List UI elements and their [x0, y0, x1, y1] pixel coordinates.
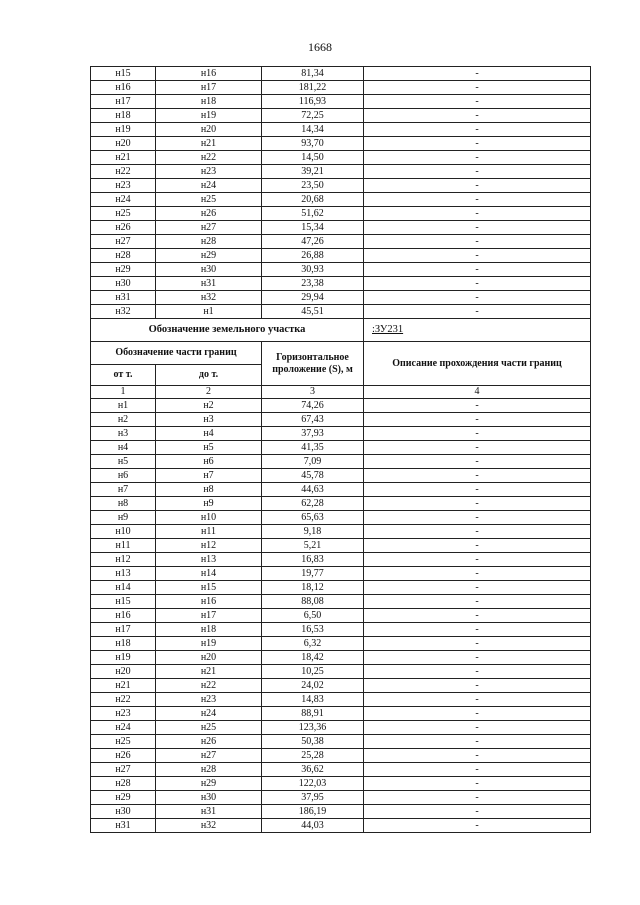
table-row — [91, 413, 591, 427]
header-num-4: 4 — [364, 386, 591, 399]
from-point-cell: н10 — [91, 525, 156, 539]
horizontal-distance-cell: 93,70 — [262, 137, 364, 151]
horizontal-distance-cell: 47,26 — [262, 235, 364, 249]
table-row — [91, 427, 591, 441]
horizontal-distance-cell: 15,34 — [262, 221, 364, 235]
horizontal-distance-cell: 88,08 — [262, 595, 364, 609]
boundary-description-cell: - — [364, 721, 591, 735]
horizontal-distance-cell: 37,95 — [262, 791, 364, 805]
to-point-cell: н30 — [156, 263, 262, 277]
horizontal-distance-cell: 23,38 — [262, 277, 364, 291]
boundary-description-cell: - — [364, 81, 591, 95]
horizontal-distance-cell: 6,50 — [262, 609, 364, 623]
to-point-cell: н23 — [156, 693, 262, 707]
boundary-description-cell: - — [364, 777, 591, 791]
from-point-cell: н29 — [91, 791, 156, 805]
to-point-cell: н7 — [156, 469, 262, 483]
table-row — [91, 511, 591, 525]
to-point-cell: н31 — [156, 805, 262, 819]
table-row — [91, 525, 591, 539]
table-row — [91, 207, 591, 221]
from-point-cell: н2 — [91, 413, 156, 427]
horizontal-distance-cell: 16,53 — [262, 623, 364, 637]
header-from: от т. — [91, 365, 156, 386]
to-point-cell: н17 — [156, 81, 262, 95]
boundary-description-cell: - — [364, 151, 591, 165]
from-point-cell: н19 — [91, 651, 156, 665]
table-row — [91, 581, 591, 595]
to-point-cell: н19 — [156, 637, 262, 651]
table-row — [91, 221, 591, 235]
plot-designation-row — [91, 319, 591, 342]
horizontal-distance-cell: 24,02 — [262, 679, 364, 693]
table-row — [91, 791, 591, 805]
table-row — [91, 151, 591, 165]
from-point-cell: н21 — [91, 151, 156, 165]
header-part-designation: Обозначение части границ — [91, 342, 262, 365]
to-point-cell: н26 — [156, 207, 262, 221]
horizontal-distance-cell: 30,93 — [262, 263, 364, 277]
horizontal-distance-cell: 186,19 — [262, 805, 364, 819]
boundary-description-cell: - — [364, 123, 591, 137]
horizontal-distance-cell: 116,93 — [262, 95, 364, 109]
table-row — [91, 497, 591, 511]
from-point-cell: н19 — [91, 123, 156, 137]
boundary-description-cell: - — [364, 427, 591, 441]
table-row — [91, 665, 591, 679]
from-point-cell: н27 — [91, 235, 156, 249]
table-row — [91, 679, 591, 693]
table-row — [91, 441, 591, 455]
table-row — [91, 165, 591, 179]
header-num-2: 2 — [156, 386, 262, 399]
table-bottom-body — [91, 399, 591, 833]
to-point-cell: н3 — [156, 413, 262, 427]
horizontal-distance-cell: 14,83 — [262, 693, 364, 707]
horizontal-distance-cell: 122,03 — [262, 777, 364, 791]
from-point-cell: н21 — [91, 679, 156, 693]
boundary-description-cell: - — [364, 399, 591, 413]
from-point-cell: н18 — [91, 637, 156, 651]
boundary-description-cell: - — [364, 567, 591, 581]
to-point-cell: н11 — [156, 525, 262, 539]
table-row — [91, 777, 591, 791]
table-row — [91, 483, 591, 497]
table-header-block — [91, 319, 591, 399]
from-point-cell: н22 — [91, 165, 156, 179]
horizontal-distance-cell: 72,25 — [262, 109, 364, 123]
from-point-cell: н20 — [91, 665, 156, 679]
from-point-cell: н6 — [91, 469, 156, 483]
to-point-cell: н18 — [156, 95, 262, 109]
plot-designation-value: :ЗУ231 — [364, 319, 591, 342]
from-point-cell: н9 — [91, 511, 156, 525]
to-point-cell: н18 — [156, 623, 262, 637]
boundary-description-cell: - — [364, 651, 591, 665]
from-point-cell: н12 — [91, 553, 156, 567]
to-point-cell: н20 — [156, 651, 262, 665]
to-point-cell: н16 — [156, 67, 262, 81]
to-point-cell: н15 — [156, 581, 262, 595]
boundary-table-wrapper — [90, 66, 590, 833]
to-point-cell: н24 — [156, 179, 262, 193]
to-point-cell: н21 — [156, 665, 262, 679]
from-point-cell: н25 — [91, 207, 156, 221]
boundary-description-cell: - — [364, 679, 591, 693]
from-point-cell: н1 — [91, 399, 156, 413]
table-row — [91, 553, 591, 567]
horizontal-distance-cell: 14,50 — [262, 151, 364, 165]
table-row — [91, 567, 591, 581]
to-point-cell: н24 — [156, 707, 262, 721]
boundary-description-cell: - — [364, 469, 591, 483]
horizontal-distance-cell: 65,63 — [262, 511, 364, 525]
table-row — [91, 693, 591, 707]
table-row — [91, 805, 591, 819]
horizontal-distance-cell: 123,36 — [262, 721, 364, 735]
boundary-description-cell: - — [364, 441, 591, 455]
from-point-cell: н31 — [91, 819, 156, 833]
table-row — [91, 249, 591, 263]
to-point-cell: н32 — [156, 819, 262, 833]
table-row — [91, 305, 591, 319]
horizontal-distance-cell: 20,68 — [262, 193, 364, 207]
boundary-description-cell: - — [364, 483, 591, 497]
from-point-cell: н17 — [91, 623, 156, 637]
from-point-cell: н20 — [91, 137, 156, 151]
boundary-description-cell: - — [364, 207, 591, 221]
table-row — [91, 595, 591, 609]
to-point-cell: н28 — [156, 763, 262, 777]
table-row — [91, 455, 591, 469]
table-row — [91, 277, 591, 291]
to-point-cell: н20 — [156, 123, 262, 137]
from-point-cell: н23 — [91, 179, 156, 193]
from-point-cell: н8 — [91, 497, 156, 511]
boundary-description-cell: - — [364, 805, 591, 819]
to-point-cell: н31 — [156, 277, 262, 291]
horizontal-distance-cell: 16,83 — [262, 553, 364, 567]
boundary-description-cell: - — [364, 525, 591, 539]
boundary-description-cell: - — [364, 497, 591, 511]
from-point-cell: н24 — [91, 193, 156, 207]
boundary-description-cell: - — [364, 179, 591, 193]
horizontal-distance-cell: 74,26 — [262, 399, 364, 413]
boundary-description-cell: - — [364, 137, 591, 151]
table-row — [91, 707, 591, 721]
from-point-cell: н30 — [91, 805, 156, 819]
horizontal-distance-cell: 7,09 — [262, 455, 364, 469]
to-point-cell: н29 — [156, 249, 262, 263]
table-row — [91, 399, 591, 413]
page-number: 1668 — [308, 40, 332, 54]
boundary-description-cell: - — [364, 277, 591, 291]
from-point-cell: н22 — [91, 693, 156, 707]
table-row — [91, 109, 591, 123]
table-row — [91, 623, 591, 637]
horizontal-distance-cell: 29,94 — [262, 291, 364, 305]
header-num-3: 3 — [262, 386, 364, 399]
to-point-cell: н13 — [156, 553, 262, 567]
from-point-cell: н25 — [91, 735, 156, 749]
to-point-cell: н28 — [156, 235, 262, 249]
to-point-cell: н22 — [156, 151, 262, 165]
to-point-cell: н8 — [156, 483, 262, 497]
horizontal-distance-cell: 9,18 — [262, 525, 364, 539]
table-row — [91, 749, 591, 763]
boundary-description-cell: - — [364, 609, 591, 623]
horizontal-distance-cell: 45,78 — [262, 469, 364, 483]
boundary-description-cell: - — [364, 455, 591, 469]
to-point-cell: н14 — [156, 567, 262, 581]
to-point-cell: н12 — [156, 539, 262, 553]
horizontal-distance-cell: 81,34 — [262, 67, 364, 81]
to-point-cell: н26 — [156, 735, 262, 749]
table-row — [91, 95, 591, 109]
plot-designation-label: Обозначение земельного участка — [91, 319, 364, 342]
boundary-description-cell: - — [364, 539, 591, 553]
boundary-description-cell: - — [364, 193, 591, 207]
from-point-cell: н15 — [91, 595, 156, 609]
boundary-description-cell: - — [364, 791, 591, 805]
horizontal-distance-cell: 67,43 — [262, 413, 364, 427]
table-row — [91, 67, 591, 81]
to-point-cell: н25 — [156, 193, 262, 207]
boundary-description-cell: - — [364, 553, 591, 567]
from-point-cell: н16 — [91, 81, 156, 95]
boundary-description-cell: - — [364, 749, 591, 763]
boundary-description-cell: - — [364, 623, 591, 637]
horizontal-distance-cell: 88,91 — [262, 707, 364, 721]
table-row — [91, 291, 591, 305]
horizontal-distance-cell: 45,51 — [262, 305, 364, 319]
horizontal-distance-cell: 36,62 — [262, 763, 364, 777]
to-point-cell: н30 — [156, 791, 262, 805]
table-row — [91, 763, 591, 777]
header-num-1: 1 — [91, 386, 156, 399]
horizontal-distance-cell: 14,34 — [262, 123, 364, 137]
boundary-description-cell: - — [364, 763, 591, 777]
table-row — [91, 193, 591, 207]
boundary-description-cell: - — [364, 581, 591, 595]
table-row — [91, 735, 591, 749]
from-point-cell: н28 — [91, 777, 156, 791]
from-point-cell: н17 — [91, 95, 156, 109]
boundary-description-cell: - — [364, 693, 591, 707]
to-point-cell: н23 — [156, 165, 262, 179]
to-point-cell: н6 — [156, 455, 262, 469]
header-description: Описание прохождения части границ — [364, 342, 591, 386]
to-point-cell: н27 — [156, 221, 262, 235]
from-point-cell: н24 — [91, 721, 156, 735]
boundary-description-cell: - — [364, 819, 591, 833]
boundary-description-cell: - — [364, 249, 591, 263]
from-point-cell: н15 — [91, 67, 156, 81]
boundary-description-cell: - — [364, 305, 591, 319]
from-point-cell: н7 — [91, 483, 156, 497]
table-row — [91, 263, 591, 277]
boundary-description-cell: - — [364, 235, 591, 249]
from-point-cell: н14 — [91, 581, 156, 595]
to-point-cell: н16 — [156, 595, 262, 609]
horizontal-distance-cell: 44,03 — [262, 819, 364, 833]
table-row — [91, 539, 591, 553]
boundary-description-cell: - — [364, 67, 591, 81]
to-point-cell: н25 — [156, 721, 262, 735]
table-row — [91, 235, 591, 249]
header-numbering-row — [91, 386, 591, 399]
horizontal-distance-cell: 44,63 — [262, 483, 364, 497]
table-row — [91, 123, 591, 137]
from-point-cell: н27 — [91, 763, 156, 777]
horizontal-distance-cell: 23,50 — [262, 179, 364, 193]
boundary-description-cell: - — [364, 413, 591, 427]
horizontal-distance-cell: 18,12 — [262, 581, 364, 595]
header-horizontal: Горизонтальное проложение (S), м — [262, 342, 364, 386]
horizontal-distance-cell: 18,42 — [262, 651, 364, 665]
from-point-cell: н31 — [91, 291, 156, 305]
horizontal-distance-cell: 37,93 — [262, 427, 364, 441]
table-row — [91, 721, 591, 735]
table-row — [91, 81, 591, 95]
from-point-cell: н26 — [91, 749, 156, 763]
boundary-description-cell: - — [364, 637, 591, 651]
from-point-cell: н32 — [91, 305, 156, 319]
table-top-body — [91, 67, 591, 319]
from-point-cell: н13 — [91, 567, 156, 581]
horizontal-distance-cell: 50,38 — [262, 735, 364, 749]
horizontal-distance-cell: 41,35 — [262, 441, 364, 455]
table-row — [91, 469, 591, 483]
to-point-cell: н4 — [156, 427, 262, 441]
table-row — [91, 179, 591, 193]
to-point-cell: н21 — [156, 137, 262, 151]
to-point-cell: н27 — [156, 749, 262, 763]
horizontal-distance-cell: 39,21 — [262, 165, 364, 179]
to-point-cell: н29 — [156, 777, 262, 791]
horizontal-distance-cell: 51,62 — [262, 207, 364, 221]
boundary-description-cell: - — [364, 665, 591, 679]
from-point-cell: н30 — [91, 277, 156, 291]
horizontal-distance-cell: 19,77 — [262, 567, 364, 581]
horizontal-distance-cell: 26,88 — [262, 249, 364, 263]
from-point-cell: н11 — [91, 539, 156, 553]
boundary-description-cell: - — [364, 95, 591, 109]
from-point-cell: н23 — [91, 707, 156, 721]
boundary-description-cell: - — [364, 165, 591, 179]
header-row-1 — [91, 342, 591, 365]
from-point-cell: н29 — [91, 263, 156, 277]
to-point-cell: н1 — [156, 305, 262, 319]
boundary-description-cell: - — [364, 291, 591, 305]
from-point-cell: н4 — [91, 441, 156, 455]
boundary-description-cell: - — [364, 595, 591, 609]
horizontal-distance-cell: 181,22 — [262, 81, 364, 95]
to-point-cell: н2 — [156, 399, 262, 413]
boundary-description-cell: - — [364, 109, 591, 123]
boundary-description-cell: - — [364, 221, 591, 235]
boundary-description-cell: - — [364, 735, 591, 749]
to-point-cell: н22 — [156, 679, 262, 693]
boundary-description-cell: - — [364, 511, 591, 525]
to-point-cell: н17 — [156, 609, 262, 623]
boundary-table — [90, 66, 591, 833]
to-point-cell: н5 — [156, 441, 262, 455]
from-point-cell: н28 — [91, 249, 156, 263]
horizontal-distance-cell: 10,25 — [262, 665, 364, 679]
to-point-cell: н10 — [156, 511, 262, 525]
to-point-cell: н9 — [156, 497, 262, 511]
table-row — [91, 819, 591, 833]
from-point-cell: н16 — [91, 609, 156, 623]
horizontal-distance-cell: 25,28 — [262, 749, 364, 763]
to-point-cell: н19 — [156, 109, 262, 123]
boundary-description-cell: - — [364, 707, 591, 721]
from-point-cell: н5 — [91, 455, 156, 469]
horizontal-distance-cell: 6,32 — [262, 637, 364, 651]
from-point-cell: н26 — [91, 221, 156, 235]
table-row — [91, 651, 591, 665]
boundary-description-cell: - — [364, 263, 591, 277]
horizontal-distance-cell: 5,21 — [262, 539, 364, 553]
table-row — [91, 637, 591, 651]
from-point-cell: н18 — [91, 109, 156, 123]
to-point-cell: н32 — [156, 291, 262, 305]
table-row — [91, 137, 591, 151]
from-point-cell: н3 — [91, 427, 156, 441]
horizontal-distance-cell: 62,28 — [262, 497, 364, 511]
table-row — [91, 609, 591, 623]
header-to: до т. — [156, 365, 262, 386]
